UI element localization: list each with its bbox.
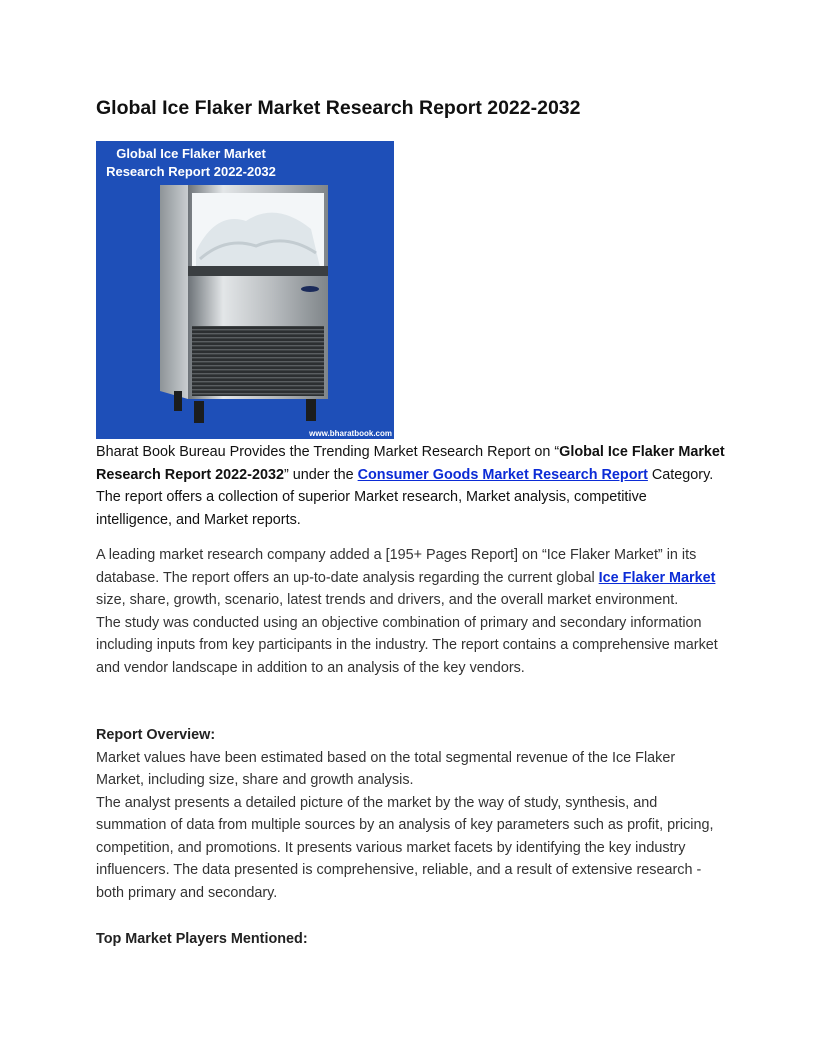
product-banner-image	[96, 141, 394, 439]
intro-paragraph	[96, 441, 726, 531]
intro-text-pre: Bharat Book Bureau Provides the Trending Market Research Report on “	[96, 444, 560, 460]
consumer-goods-category-link[interactable]: Consumer Goods Market Research Report	[357, 466, 648, 483]
intro-text-post: Category. The report offers a collection of superior Market research, Market analysis, competitive intelligence, and Market reports.	[96, 466, 714, 528]
banner-title	[96, 145, 286, 181]
top-players-section	[96, 928, 726, 951]
summary-paragraph	[96, 544, 726, 679]
ice-flaker-market-link[interactable]: Ice Flaker Market	[598, 569, 716, 586]
intro-text-mid: ” under the	[284, 466, 358, 483]
page-title: Global Ice Flaker Market Research Report 2022-2032	[96, 97, 581, 119]
report-overview-heading: Report Overview:	[96, 727, 216, 743]
study-text: The study was conducted using an objective combination of primary and secondary information including inputs from key participants in the industry. The report contains a comprehensive market and vendor landscape in addition to an analysis of the key vendors.	[96, 614, 718, 676]
summary-text-pre: A leading market research company added a [195+ Pages Report] on “Ice Flaker Market” in its database. The report offers an up-to-date analysis regarding the current global	[96, 547, 697, 586]
top-players-heading: Top Market Players Mentioned:	[96, 931, 308, 947]
banner-title-line-1: Global Ice Flaker Market	[116, 146, 266, 161]
ice-machine-illustration	[96, 141, 394, 439]
intro-report-name: Global Ice Flaker Market Research Report 2022-2032	[96, 444, 725, 483]
banner-url: www.bharatbook.com	[309, 429, 392, 438]
overview-text-1: Market values have been estimated based on the total segmental revenue of the Ice Flaker Market, including size, share and growth analysis.	[96, 749, 676, 788]
banner-title-line-2: Research Report 2022-2032	[106, 164, 276, 179]
summary-text-post: size, share, growth, scenario, latest trends and drivers, and the overall market environment.	[96, 592, 679, 608]
report-overview-section	[96, 724, 726, 904]
overview-text-2: The analyst presents a detailed picture of the market by the way of study, synthesis, and summation of data from multiple sources by an analysis of key parameters such as profit, pricing, competition, and promotions. It presents various market facets by identifying the key industry influencers. The data presented is comprehensive, reliable, and a result of extensive research - both primary and secondary.	[96, 794, 714, 901]
